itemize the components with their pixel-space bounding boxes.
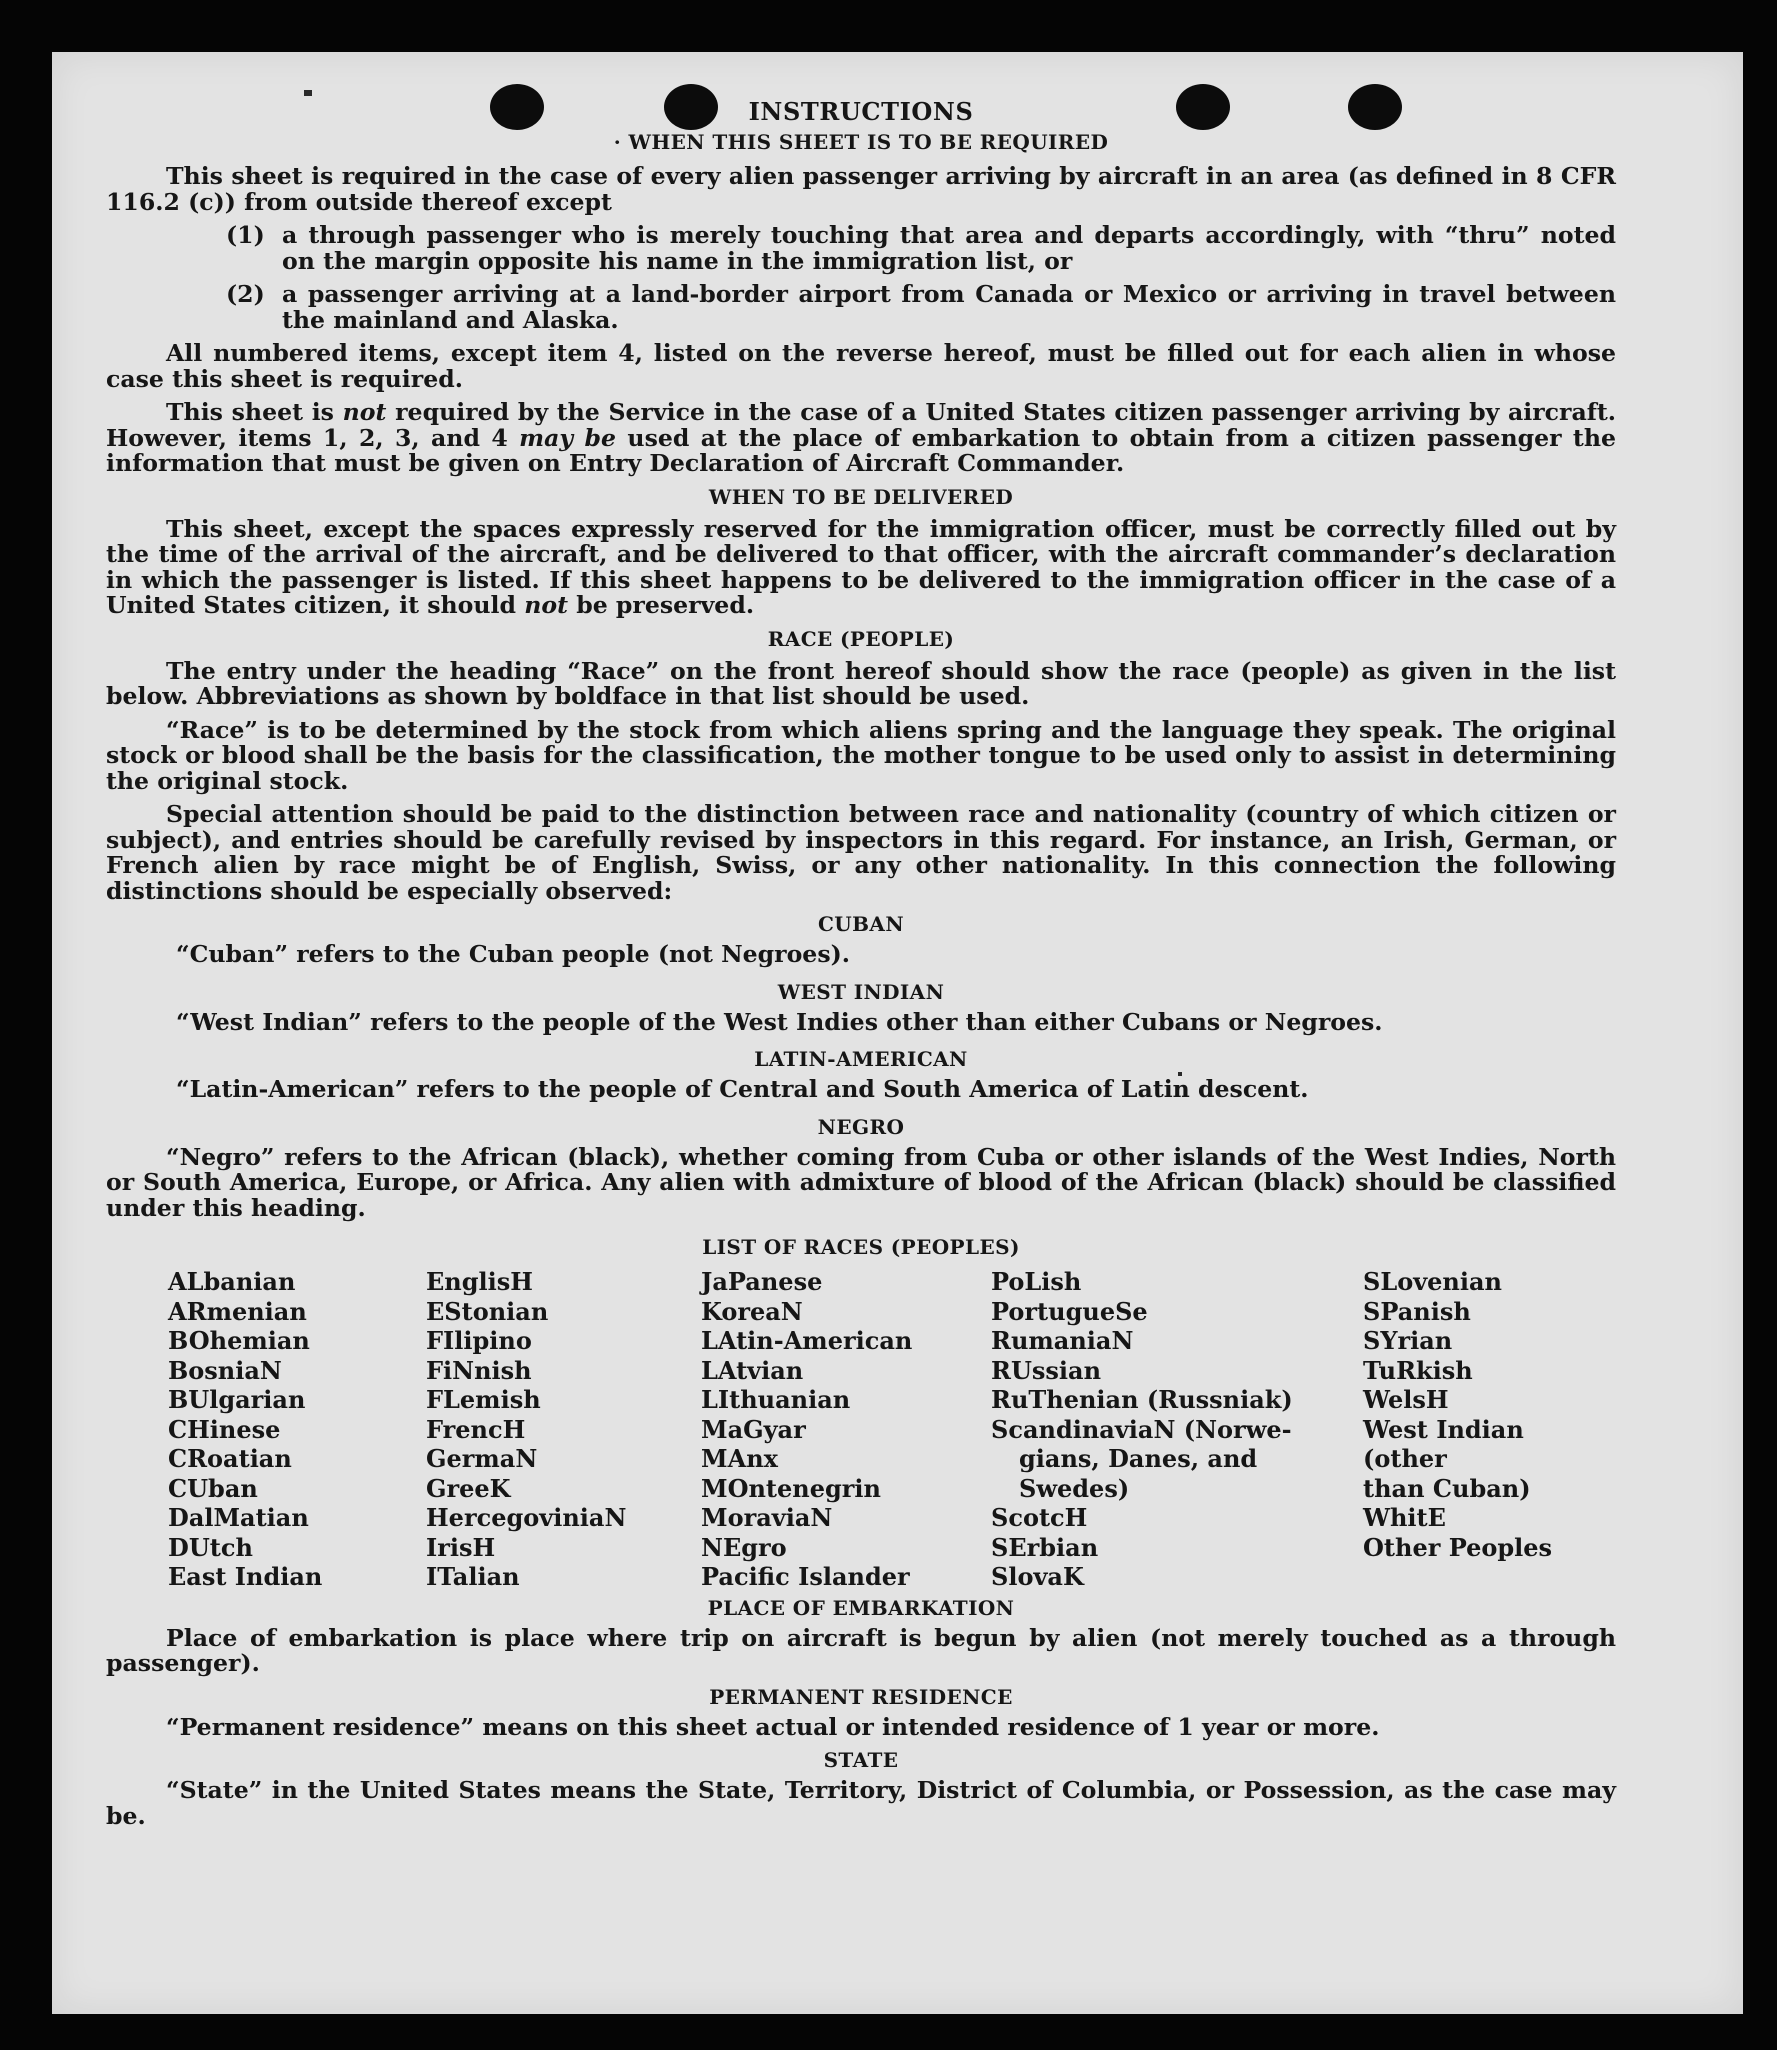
definition-text: “Cuban” refers to the Cuban people (not Negroes). xyxy=(176,940,850,968)
text-run: be preserved. xyxy=(568,591,755,619)
race-item: CRoatian xyxy=(168,1444,292,1473)
section-heading: NEGRO xyxy=(817,1114,905,1139)
race-item: ITalian xyxy=(426,1562,520,1591)
race-item: FIlipino xyxy=(426,1326,532,1355)
race-item: MoraviaN xyxy=(701,1503,833,1532)
race-item: PortugueSe xyxy=(991,1296,1148,1326)
race-item: ARmenian xyxy=(168,1296,307,1326)
race-item: DalMatian xyxy=(168,1503,309,1532)
race-item: Swedes) xyxy=(1019,1473,1130,1503)
races-column-3 xyxy=(701,1267,991,1592)
item-text: a passenger arriving at a land-border airport from Canada or Mexico or arriving in travel between the mainland and Alaska. xyxy=(282,280,1616,334)
text-run: required by the Service in the case of a United States citizen passenger arriving by aircraft. However, items 1, 2, 3, and 4 xyxy=(106,398,1616,452)
race-item: BOhemian xyxy=(168,1326,310,1355)
section-heading: PLACE OF EMBARKATION xyxy=(707,1595,1015,1620)
race-item: MOntenegrin xyxy=(701,1473,881,1503)
exception-item xyxy=(226,282,1616,333)
race-item: WelsH xyxy=(1363,1385,1449,1414)
paragraph: “Permanent residence” means on this sheet actual or intended residence of 1 year or more. xyxy=(166,1712,1380,1741)
text-run: This sheet is xyxy=(166,398,343,426)
race-item: PoLish xyxy=(991,1267,1082,1296)
race-item: ScotcH xyxy=(991,1503,1088,1532)
race-item: than Cuban) xyxy=(1363,1473,1531,1503)
race-item: TuRkish xyxy=(1363,1355,1473,1385)
definition-text: “West Indian” refers to the people of the West Indies other than either Cubans or Negroes. xyxy=(176,1007,1383,1036)
emphasis: may be xyxy=(519,423,617,452)
race-item: LAtvian xyxy=(701,1355,804,1385)
exception-item xyxy=(226,223,1616,274)
paragraph: Place of embarkation is place where trip on aircraft is begun by alien (not merely touched as a through passenger). xyxy=(106,1623,1616,1677)
race-item: MaGyar xyxy=(701,1414,806,1444)
item-text: a through passenger who is merely touching that area and departs accordingly, with “thru” noted on the margin opposite his name in the immigration list, or xyxy=(282,221,1616,275)
section-heading: RACE (PEOPLE) xyxy=(767,626,955,651)
race-item: IrisH xyxy=(426,1532,496,1562)
race-item: GreeK xyxy=(426,1473,511,1503)
paragraph: This sheet is required in the case of every alien passenger arriving by aircraft in an area (as defined in 8 CFR 116.2 (c)) from outside thereof except xyxy=(106,162,1616,216)
ink-speck xyxy=(304,90,312,96)
paragraph: “Negro” refers to the African (black), whether coming from Cuba or other islands of the West Indies, North or South America, Europe, or Africa. Any alien with admixture of blood of the African (black) should be classified under this heading. xyxy=(106,1142,1616,1222)
race-item: WhitE xyxy=(1363,1503,1446,1532)
race-item: RUssian xyxy=(991,1355,1102,1385)
emphasis: not xyxy=(524,591,568,619)
definition-text: “Latin-American” refers to the people of Central and South America of Latin descent. xyxy=(176,1075,1309,1103)
race-item: RuThenian (Russniak) xyxy=(991,1385,1293,1414)
item-number: (2) xyxy=(226,280,265,308)
paragraph: All numbered items, except item 4, listed on the reverse hereof, must be filled out for each alien in whose case this sheet is required. xyxy=(106,339,1616,393)
races-list xyxy=(168,1267,1616,1592)
race-item: BosniaN xyxy=(168,1355,282,1385)
race-item: MAnx xyxy=(701,1444,778,1473)
race-item: JaPanese xyxy=(701,1267,823,1296)
race-item: gians, Danes, and xyxy=(1019,1444,1258,1473)
section-heading: WEST INDIAN xyxy=(777,979,945,1004)
section-heading: STATE xyxy=(823,1748,899,1772)
race-item: East Indian xyxy=(168,1562,323,1591)
paragraph: Special attention should be paid to the distinction between race and nationality (country of which citizen or subject), and entries should be carefully revised by inspectors in this regard. For instance, an Irish, German, or French alien by race might be of English, Swiss, or any other nationality. In this connection the following distinctions should be especially observed: xyxy=(106,800,1616,905)
race-item: SErbian xyxy=(991,1532,1099,1562)
race-item: ALbanian xyxy=(168,1267,296,1296)
section-heading: LIST OF RACES (PEOPLES) xyxy=(702,1235,1020,1259)
race-item: GermaN xyxy=(426,1444,538,1473)
section-heading: LATIN-AMERICAN xyxy=(754,1047,968,1071)
paragraph: The entry under the heading “Race” on the front hereof should show the race (people) as given in the list below. Abbreviations as shown by boldface in that list should be used. xyxy=(106,656,1616,710)
race-item: LIthuanian xyxy=(701,1385,851,1414)
paragraph xyxy=(106,400,1616,477)
text-run: used at the place of embarkation to obtain from a citizen passenger the information that must be given on Entry Declaration of Aircraft Commander. xyxy=(106,423,1616,477)
race-item: BUlgarian xyxy=(168,1385,306,1414)
section-heading: · WHEN THIS SHEET IS TO BE REQUIRED xyxy=(613,130,1109,154)
emphasis: not xyxy=(342,398,387,426)
section-heading: CUBAN xyxy=(817,912,905,936)
race-item: Pacific Islander xyxy=(701,1562,910,1591)
section-heading: PERMANENT RESIDENCE xyxy=(709,1684,1013,1709)
race-item: DUtch xyxy=(168,1532,253,1562)
section-heading: WHEN TO BE DELIVERED xyxy=(708,484,1014,509)
races-column-4 xyxy=(991,1267,1363,1592)
race-item: EStonian xyxy=(426,1296,549,1326)
race-item: SPanish xyxy=(1363,1296,1471,1326)
race-item: CUban xyxy=(168,1473,258,1503)
page-title: INSTRUCTIONS xyxy=(748,97,974,126)
text-run: This sheet, except the spaces expressly reserved for the immigration officer, must be correctly filled out by the time of the arrival of the aircraft, and be delivered to that officer, with the aircraft commander’s declaration in which the passenger is listed. If this sheet happens to be delivered to the immigration officer in the case of a United States citizen, it should xyxy=(106,514,1616,619)
race-item: FrencH xyxy=(426,1414,526,1444)
paragraph xyxy=(106,514,1616,619)
race-item: FiNnish xyxy=(426,1355,532,1385)
race-item: West Indian (other xyxy=(1363,1414,1524,1473)
race-item: CHinese xyxy=(168,1414,281,1444)
race-item: KoreaN xyxy=(701,1296,803,1326)
paragraph: “State” in the United States means the State, Territory, District of Columbia, or Possession, as the case may be. xyxy=(106,1776,1616,1830)
race-item: SLovenian xyxy=(1363,1267,1502,1296)
races-column-1 xyxy=(168,1267,426,1592)
instructions-text xyxy=(106,97,1616,1837)
race-item: LAtin-American xyxy=(701,1326,913,1355)
race-item: Other Peoples xyxy=(1363,1532,1553,1562)
races-column-5 xyxy=(1363,1267,1613,1592)
race-item: SYrian xyxy=(1363,1326,1453,1355)
race-item: RumaniaN xyxy=(991,1326,1134,1355)
paragraph: “Race” is to be determined by the stock from which aliens spring and the language they speak. The original stock or blood shall be the basis for the classification, the mother tongue to be used only to assist in determining the original stock. xyxy=(106,715,1616,795)
race-item: SlovaK xyxy=(991,1562,1084,1591)
race-item: FLemish xyxy=(426,1385,541,1414)
race-item: EnglisH xyxy=(426,1267,533,1296)
race-item: ScandinaviaN (Norwe- xyxy=(991,1414,1292,1444)
races-column-2 xyxy=(426,1267,701,1592)
item-number: (1) xyxy=(226,221,265,249)
race-item: NEgro xyxy=(701,1532,787,1562)
race-item: HercegoviniaN xyxy=(426,1503,627,1532)
